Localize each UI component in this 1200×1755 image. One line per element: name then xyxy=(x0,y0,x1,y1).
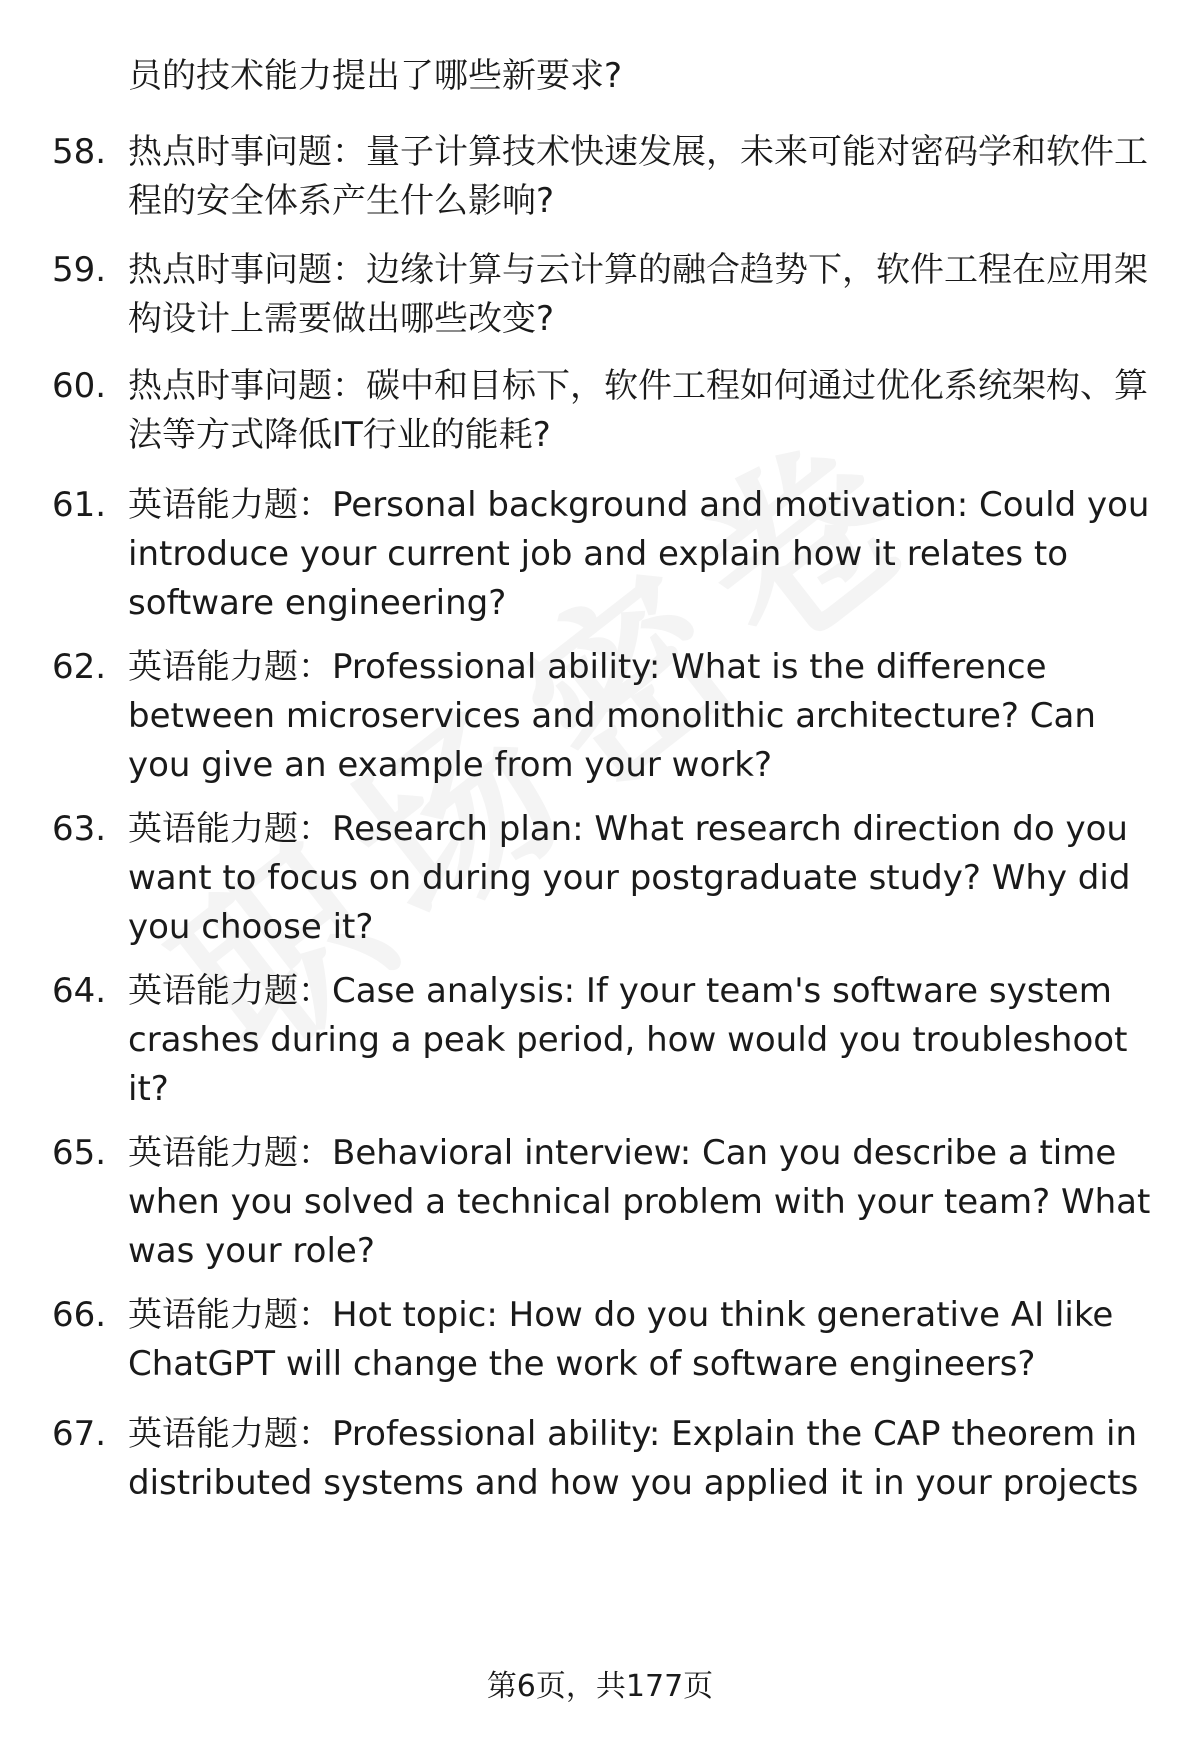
question-item-60 xyxy=(52,362,1162,460)
question-text: 英语能力题：Professional ability: Explain the CAP theorem in distributed systems and how you applied it in your projects xyxy=(128,1414,1139,1503)
question-number: 64. xyxy=(52,971,107,1011)
question-item-61 xyxy=(52,481,1162,628)
question-continuation xyxy=(52,52,1162,101)
question-text: 热点时事问题：量子计算技术快速发展，未来可能对密码学和软件工程的安全体系产生什么影响? xyxy=(128,132,1148,221)
question-number: 59. xyxy=(52,250,107,290)
question-item-66 xyxy=(52,1291,1162,1389)
question-number: 61. xyxy=(52,485,107,525)
question-item-58 xyxy=(52,128,1162,226)
question-number: 58. xyxy=(52,132,107,172)
question-item-67 xyxy=(52,1410,1162,1508)
question-item-65 xyxy=(52,1129,1162,1276)
question-number: 67. xyxy=(52,1414,107,1454)
question-item-63 xyxy=(52,805,1162,952)
question-text: 英语能力题：Behavioral interview: Can you describe a time when you solved a technical problem with your team? What was your role? xyxy=(128,1133,1151,1271)
page-footer: 第6页，共177页 xyxy=(486,1669,714,1704)
question-text: 英语能力题：Personal background and motivation: Could you introduce your current job and explain how it relates to software engineering? xyxy=(128,485,1150,623)
question-number: 66. xyxy=(52,1295,107,1335)
question-text: 热点时事问题：边缘计算与云计算的融合趋势下，软件工程在应用架构设计上需要做出哪些改变? xyxy=(128,250,1148,339)
question-text: 英语能力题：Research plan: What research direction do you want to focus on during your postgraduate study? Why did you choose it? xyxy=(128,809,1131,947)
question-item-64 xyxy=(52,967,1162,1114)
question-number: 63. xyxy=(52,809,107,849)
question-text: 热点时事问题：碳中和目标下，软件工程如何通过优化系统架构、算法等方式降低IT行业的能耗? xyxy=(128,366,1148,455)
question-text: 英语能力题：Hot topic: How do you think generative AI like ChatGPT will change the work of software engineers? xyxy=(128,1295,1114,1384)
question-number: 62. xyxy=(52,647,107,687)
question-text: 员的技术能力提出了哪些新要求? xyxy=(128,56,623,96)
question-number: 65. xyxy=(52,1133,107,1173)
question-item-62 xyxy=(52,643,1162,790)
question-text: 英语能力题：Professional ability: What is the difference between microservices and monolithic architecture? Can you give an example from your work? xyxy=(128,647,1096,785)
question-text: 英语能力题：Case analysis: If your team's software system crashes during a peak period, how would you troubleshoot it? xyxy=(128,971,1128,1109)
question-number: 60. xyxy=(52,366,107,406)
question-item-59 xyxy=(52,246,1162,344)
